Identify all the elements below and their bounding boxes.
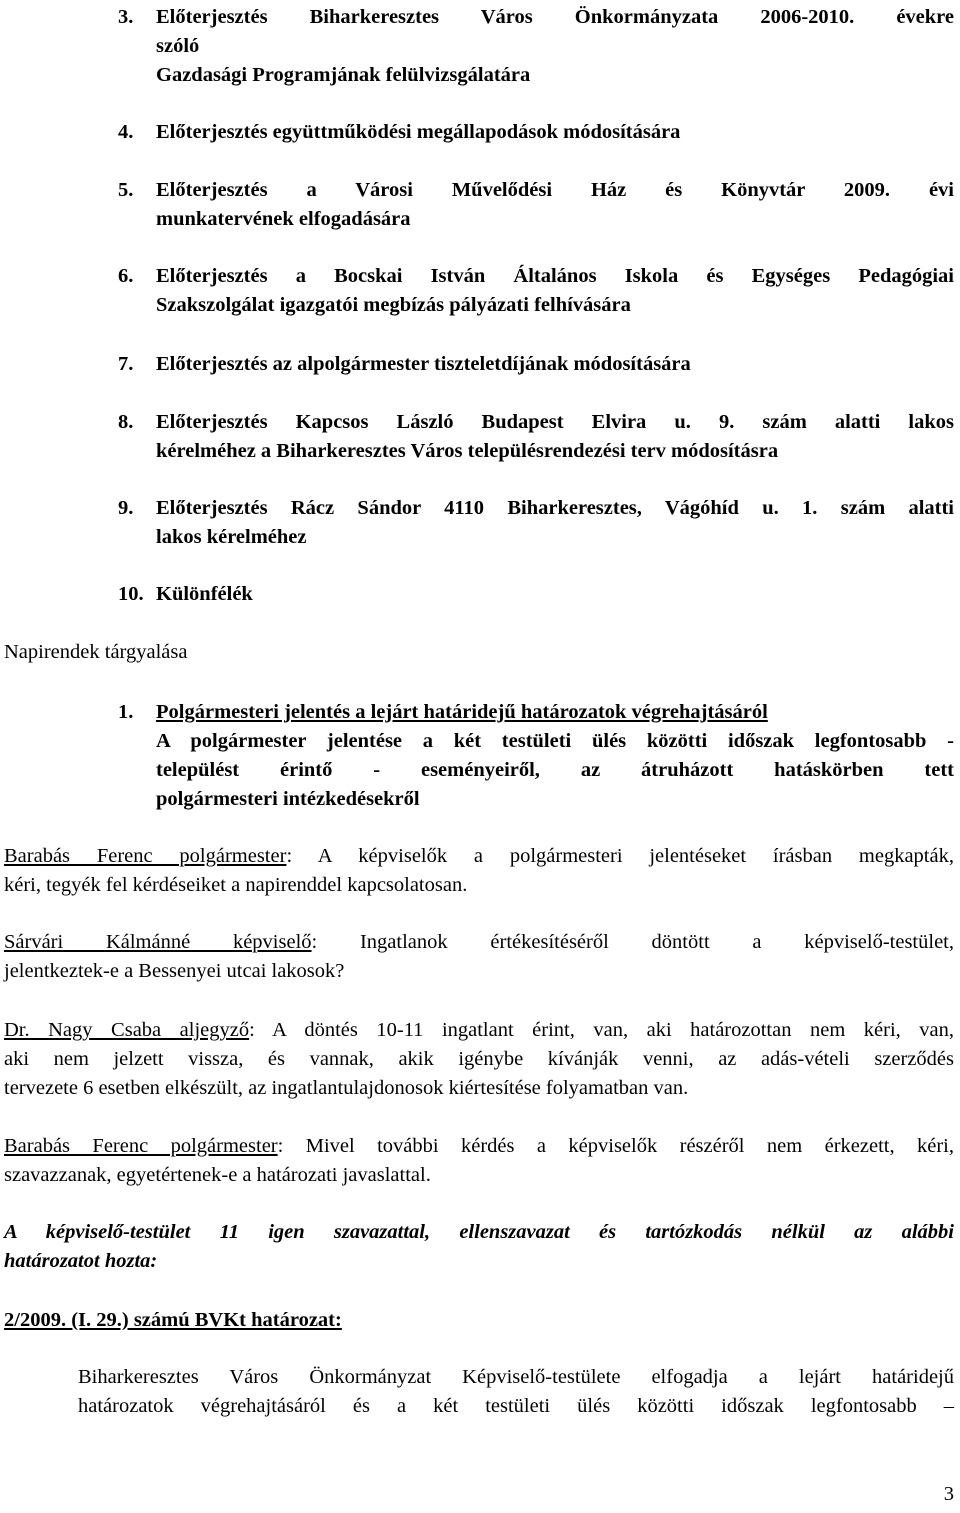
discussion-paragraph: Barabás Ferenc polgármester: Mivel további kérdés a képviselők részéről nem érkezett, kéri, szavazzanak, egyetértenek-e a határozati javaslattal. bbox=[4, 1135, 954, 1186]
speaker-name: Barabás Ferenc polgármester bbox=[4, 1135, 278, 1157]
speaker-name: Sárvári Kálmánné képviselő bbox=[4, 931, 312, 953]
speaker-name: Barabás Ferenc polgármester bbox=[4, 845, 287, 867]
agenda-number: 10. bbox=[118, 583, 144, 605]
agenda-number: 8. bbox=[118, 411, 134, 433]
agenda-number: 4. bbox=[118, 121, 134, 143]
vote-statement: A képviselő-testület 11 igen szavazattal, ellenszavazat és tartózkodás nélkül az alábbi határozatot hozta: bbox=[4, 1221, 954, 1272]
resolution-text: Biharkeresztes Város Önkormányzat Képviselő-testülete elfogadja a lejárt határidejű határozatok végrehajtásáról és a két testületi ülés közötti időszak legfontosabb – bbox=[78, 1366, 954, 1417]
resolution-title: 2/2009. (I. 29.) számú BVKt határozat: bbox=[4, 1309, 342, 1331]
agenda-item-9: 9. Előterjesztés Rácz Sándor 4110 Biharkeresztes, Vágóhíd u. 1. szám alatti lakos kérelméhez bbox=[118, 494, 954, 552]
item-title: Polgármesteri jelentés a lejárt határidejű határozatok végrehajtásáról bbox=[156, 701, 768, 723]
speaker-name: Dr. Nagy Csaba aljegyző bbox=[4, 1019, 250, 1041]
agenda-number: 9. bbox=[118, 497, 134, 519]
agenda-item-6: 6. Előterjesztés a Bocskai István Általános Iskola és Egységes Pedagógiai Szakszolgálat igazgatói megbízás pályázati felhívására bbox=[118, 262, 954, 320]
agenda-item-10: 10. Különfélék bbox=[118, 580, 954, 609]
agenda-discussion-item-1: 1. Polgármesteri jelentés a lejárt határidejű határozatok végrehajtásáról A polgármester jelentése a két testületi ülés közötti időszak legfontosabb - települést érintő - eseményeiről, az átruházott hatáskörben tett polgármesteri intézkedésekről bbox=[118, 701, 954, 810]
agenda-item-7: 7. Előterjesztés az alpolgármester tiszteletdíjának módosítására bbox=[118, 350, 954, 379]
discussion-paragraph: Barabás Ferenc polgármester: A képviselők a polgármesteri jelentéseket írásban megkapták, kéri, tegyék fel kérdéseiket a napirenddel kapcsolatosan. bbox=[4, 845, 954, 896]
page-number: 3 bbox=[943, 1483, 954, 1505]
agenda-item-5: 5. Előterjesztés a Városi Művelődési Ház és Könyvtár 2009. évi munkatervének elfogadására bbox=[118, 176, 954, 234]
agenda-number: 3. bbox=[118, 6, 134, 28]
agenda-item-8: 8. Előterjesztés Kapcsos László Budapest Elvira u. 9. szám alatti lakos kérelméhez a Biharkeresztes Város településrendezési terv módosításra bbox=[118, 408, 954, 466]
agenda-number: 6. bbox=[118, 265, 134, 287]
discussion-paragraph: Sárvári Kálmánné képviselő: Ingatlanok értékesítéséről döntött a képviselő-testület, jelentkeztek-e a Bessenyei utcai lakosok? bbox=[4, 931, 954, 982]
agenda-number: 5. bbox=[118, 179, 134, 201]
agenda-item-4: 4. Előterjesztés együttműködési megállapodások módosítására bbox=[118, 118, 954, 147]
section-title: Napirendek tárgyalása bbox=[4, 641, 188, 663]
discussion-paragraph: Dr. Nagy Csaba aljegyző: A döntés 10-11 ingatlant érint, van, aki határozottan nem kéri, van, aki nem jelzett vissza, és vannak, akik igénybe kívánják venni, az adás-vételi szerződés tervezete 6 esetben elkészült, az ingatlantulajdonosok kiértesítése folyamatban van. bbox=[4, 1019, 954, 1099]
agenda-item-3: 3. Előterjesztés Biharkeresztes Város Önkormányzata 2006-2010. évekre szóló Gazdasági Programjának felülvizsgálatára bbox=[118, 3, 954, 90]
agenda-number: 7. bbox=[118, 353, 134, 375]
